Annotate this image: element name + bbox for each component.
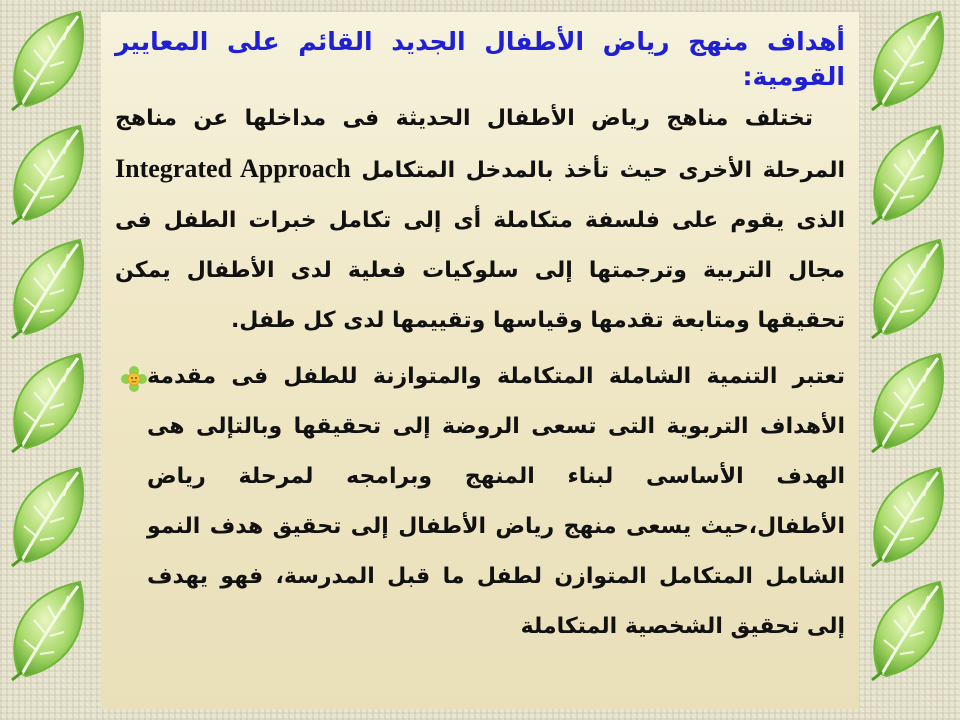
green-leaf-icon — [864, 576, 952, 684]
english-term: Integrated Approach — [115, 154, 351, 183]
green-leaf-icon — [864, 348, 952, 456]
green-leaf-icon — [864, 120, 952, 228]
slide-heading: أهداف منهج رياض الأطفال الجديد القائم على المعايير القومية: — [115, 27, 845, 91]
right-leaf-border — [860, 0, 960, 720]
green-leaf-icon — [4, 234, 92, 342]
green-leaf-icon — [4, 462, 92, 570]
left-leaf-border — [0, 0, 100, 720]
green-leaf-icon — [864, 462, 952, 570]
paragraph-part-2: الذى يقوم على فلسفة متكاملة أى إلى تكامل خبرات الطفل فى مجال التربية وترجمتها إلى سلوكيات فعلية لدى الأطفال يمكن تحقيقها ومتابعة تقدمها وقياسها وتقييمها لدى كل طفل. — [115, 208, 845, 333]
intro-paragraph — [115, 94, 845, 346]
content-panel — [101, 12, 859, 709]
green-leaf-icon — [4, 348, 92, 456]
green-leaf-icon — [864, 6, 952, 114]
flower-bullet-icon — [121, 366, 147, 392]
paragraph-part-1: تختلف مناهج رياض الأطفال الحديثة فى مداخلها عن مناهج المرحلة الأخرى حيث تأخذ بالمدخل المتكامل — [115, 106, 845, 183]
green-leaf-icon — [4, 576, 92, 684]
bullet-item — [115, 352, 845, 652]
green-leaf-icon — [864, 234, 952, 342]
green-leaf-icon — [4, 6, 92, 114]
slide-text — [115, 24, 845, 652]
bullet-text: تعتبر التنمية الشاملة المتكاملة والمتوازنة للطفل فى مقدمة الأهداف التربوية التى تسعى الروضة إلى تحقيقها وبالتإلى هى الهدف الأساسى لبناء المنهج وبرامجه لمرحلة رياض الأطفال،حيث يسعى منهج رياض الأطفال إلى تحقيق هدف النمو الشامل المتكامل المتوازن لطفل ما قبل المدرسة، فهو يهدف إلى تحقيق الشخصية المتكاملة — [147, 364, 845, 639]
green-leaf-icon — [4, 120, 92, 228]
